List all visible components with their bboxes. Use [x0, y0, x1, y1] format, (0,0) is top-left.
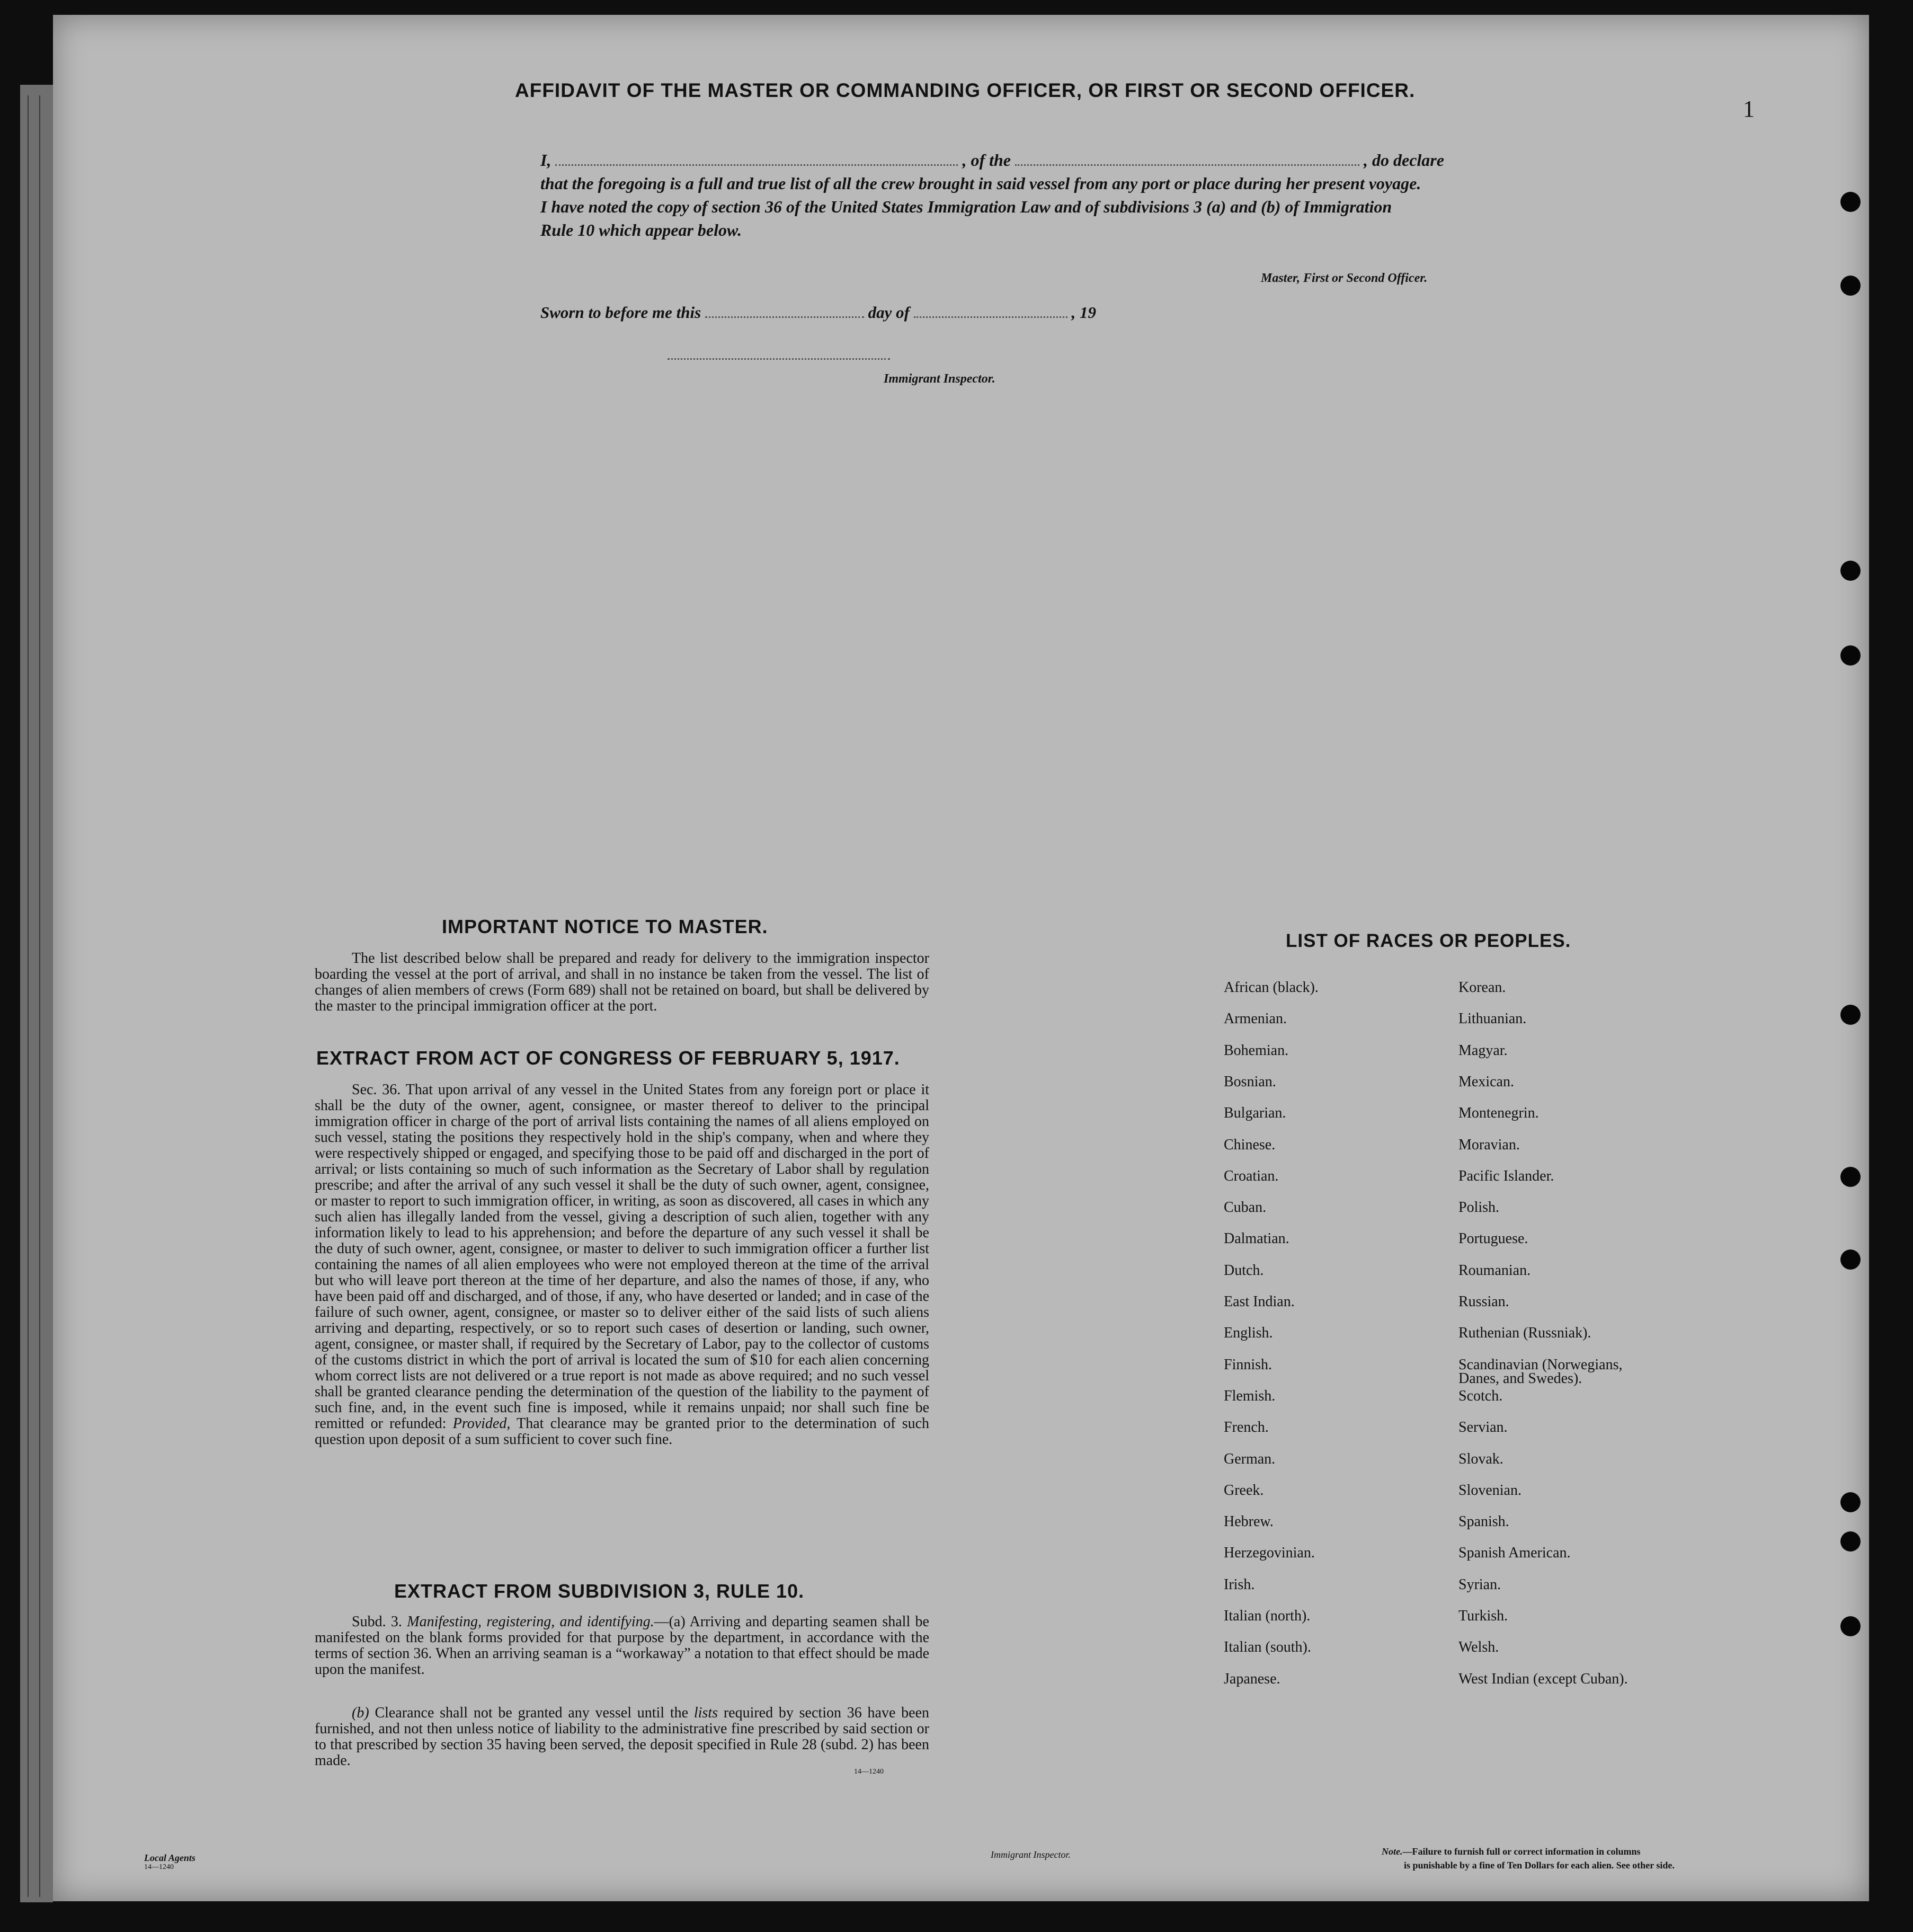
vessel-blank	[1015, 164, 1359, 166]
race-item: Portuguese.	[1458, 1230, 1528, 1247]
race-item: Magyar.	[1458, 1042, 1508, 1059]
rule-subd-a	[315, 1614, 929, 1678]
affidavit-of-the: , of the	[962, 150, 1011, 170]
race-item: Slovenian.	[1458, 1482, 1521, 1499]
race-item: Chinese.	[1224, 1136, 1276, 1153]
race-item: African (black).	[1224, 979, 1319, 996]
affidavit-i: I,	[540, 150, 551, 170]
race-item: Slovak.	[1458, 1450, 1503, 1467]
act-body	[315, 1082, 929, 1448]
affidavit-line-2: that the foregoing is a full and true list of all the crew brought in said vessel from any port or place during her present voyage.	[540, 174, 1421, 193]
race-item: Bohemian.	[1224, 1042, 1289, 1059]
sworn-year: , 19	[1071, 303, 1096, 322]
name-blank	[555, 164, 958, 166]
race-item: Bulgarian.	[1224, 1105, 1286, 1122]
affidavit-line-4: Rule 10 which appear below.	[540, 220, 742, 240]
affidavit-line-3: I have noted the copy of section 36 of the United States Immigration Law and of subdivisions 3 (a) and (b) of Immigration	[540, 197, 1392, 216]
sworn-line	[540, 303, 1096, 322]
race-item: Flemish.	[1224, 1387, 1276, 1404]
sworn-day: day of	[868, 303, 910, 322]
corner-mark: 1	[1743, 96, 1755, 122]
race-item: Finnish.	[1224, 1356, 1273, 1373]
footer-note-line-2: is punishable by a fine of Ten Dollars for each alien. See other side.	[1404, 1860, 1675, 1871]
signatory-label: Master, First or Second Officer.	[1261, 271, 1428, 285]
race-item: Welsh.	[1458, 1639, 1499, 1656]
race-item: Turkish.	[1458, 1608, 1508, 1624]
race-item: French.	[1224, 1419, 1269, 1436]
local-agents-label: Local Agents	[144, 1853, 195, 1863]
race-item: Cuban.	[1224, 1199, 1267, 1216]
act-title: EXTRACT FROM ACT OF CONGRESS OF FEBRUARY 5, 1917.	[316, 1047, 900, 1069]
race-item: Dutch.	[1224, 1262, 1264, 1279]
race-item: Spanish.	[1458, 1513, 1509, 1530]
race-item: Polish.	[1458, 1199, 1500, 1216]
races-title: LIST OF RACES OR PEOPLES.	[1286, 930, 1571, 951]
rule-title: EXTRACT FROM SUBDIVISION 3, RULE 10.	[394, 1580, 805, 1602]
binder-hole	[1840, 1616, 1861, 1636]
rule-b-label: (b)	[352, 1705, 369, 1721]
race-item: Croatian.	[1224, 1167, 1279, 1184]
race-item: English.	[1224, 1325, 1273, 1342]
race-item: Scandinavian (Norwegians,	[1458, 1356, 1623, 1373]
sworn-prefix: Sworn to before me this	[540, 303, 701, 322]
act-text-end: That clearance may be granted prior to the determination of such question upon deposit of a sum sufficient to cover such fine.	[315, 1415, 930, 1448]
rule-b-text: required by section 36 have been furnished, and not then unless notice of liability to the administrative fine prescribed by said section or to that prescribed by section 35 having been served, the deposit specified in Rule 28 (subd. 2) has been made.	[315, 1705, 930, 1769]
race-item: Herzegovinian.	[1224, 1545, 1315, 1562]
race-item: German.	[1224, 1450, 1276, 1467]
footer-note-line-1	[1382, 1846, 1640, 1857]
race-item: Roumanian.	[1458, 1262, 1531, 1279]
race-item: Moravian.	[1458, 1136, 1520, 1153]
race-item: Russian.	[1458, 1293, 1509, 1310]
race-item: Armenian.	[1224, 1011, 1287, 1027]
race-item: Korean.	[1458, 979, 1506, 996]
race-item: Pacific Islander.	[1458, 1167, 1554, 1184]
race-item: Servian.	[1458, 1419, 1508, 1436]
race-item: Dalmatian.	[1224, 1230, 1289, 1247]
race-item: Mexican.	[1458, 1073, 1514, 1090]
race-item: Syrian.	[1458, 1576, 1501, 1593]
rule-subd-title: Manifesting, registering, and identifying.	[407, 1614, 654, 1630]
page-edge-strip	[20, 85, 53, 1902]
race-item: West Indian (except Cuban).	[1458, 1670, 1628, 1687]
footer-inspector: Immigrant Inspector.	[991, 1849, 1071, 1860]
rule-b-pre: Clearance shall not be granted any vessel until the	[375, 1705, 689, 1721]
act-section: Sec. 36.	[352, 1082, 401, 1098]
race-item: Hebrew.	[1224, 1513, 1274, 1530]
act-text: That upon arrival of any vessel in the United States from any foreign port or place it shall be the duty of the owner, agent, consignee, or master thereof to deliver to the principal immigration officer in charge of the port of arrival lists containing the names of all aliens employed on such vessel, stating the positions they respectively hold in the ship's company, when and where they were respectively shipped or engaged, and specifying those to be paid off and discharged in the port of arrival; or lists containing so much of such information as the Secretary of Labor shall by regulation prescribe; and after the arrival of any such vessel it shall be the duty of such owner, agent, consignee, or master to report to such immigration officer, in writing, as soon as discovered, all cases in which any such alien has illegally landed from the vessel, giving a description of such alien, together with any information likely to lead to his apprehension; and before the departure of any such vessel it shall be the duty of such owner, agent, consignee, or master to deliver to such immigration officer a further list containing the names of all alien employees who were not employed thereon at the time of the arrival but who will leave port thereon at the time of her departure, and also the names of those, if any, who have been paid off and discharged, and of those, if any, who have deserted or landed; and in case of the failure of such owner, agent, consignee, or master so to deliver either of the said lists of such aliens arriving and departing, respectively, or so to report such cases of desertion or landing, such owner, agent, consignee, or master shall, if required by the Secretary of Labor, pay to the collector of customs of the customs district in which the port of arrival is located the sum of $10 for each alien concerning whom correct lists are not delivered or a true report is not made as above required; and no such vessel shall be granted clearance pending the determination of the question of the liability to the payment of such fine, and, in the event such fine is imposed, while it remains unpaid; nor shall such fine be remitted or refunded:	[315, 1082, 930, 1432]
race-item: Montenegrin.	[1458, 1105, 1539, 1122]
rule-b-lists: lists	[693, 1705, 718, 1721]
binder-hole	[1840, 276, 1861, 296]
affidavit-declare: , do declare	[1364, 150, 1444, 170]
binder-hole	[1840, 1005, 1861, 1025]
race-item: Italian (north).	[1224, 1608, 1311, 1624]
binder-hole	[1840, 1531, 1861, 1552]
footer-note-label: Note.	[1382, 1846, 1403, 1857]
race-item: Italian (south).	[1224, 1639, 1311, 1656]
binder-hole	[1840, 1492, 1861, 1512]
sworn-date-blank	[705, 316, 864, 318]
race-item: Greek.	[1224, 1482, 1264, 1499]
edge-line	[28, 95, 29, 1897]
binder-hole	[1840, 1167, 1861, 1187]
sworn-month-blank	[914, 316, 1067, 318]
race-item: Spanish American.	[1458, 1545, 1571, 1562]
inspector-signature-line	[668, 358, 890, 360]
race-item: Scotch.	[1458, 1387, 1503, 1404]
form-number: 14—1240	[854, 1768, 884, 1776]
race-item: Lithuanian.	[1458, 1011, 1527, 1027]
binder-hole	[1840, 561, 1861, 581]
binder-hole	[1840, 645, 1861, 666]
race-item: Bosnian.	[1224, 1073, 1276, 1090]
rule-a-text: —(a) Arriving and departing seamen shall be manifested on the blank forms provided for that purpose by the department, in accordance with the terms of section 36. When an arriving seaman is a “workaway” a notation to that effect should be made upon the manifest.	[315, 1614, 929, 1678]
edge-line	[39, 95, 40, 1897]
binder-hole	[1840, 1249, 1861, 1270]
race-item: Irish.	[1224, 1576, 1255, 1593]
inspector-label: Immigrant Inspector.	[884, 372, 995, 386]
race-item: Danes, and Swedes).	[1458, 1370, 1582, 1387]
notice-title: IMPORTANT NOTICE TO MASTER.	[442, 916, 768, 937]
race-item: East Indian.	[1224, 1293, 1295, 1310]
race-item: Japanese.	[1224, 1670, 1280, 1687]
footer-note-text-1: —Failure to furnish full or correct information in columns	[1402, 1846, 1641, 1857]
affidavit-text	[540, 148, 1536, 242]
rule-subd-label: Subd. 3.	[352, 1614, 402, 1630]
affidavit-title: AFFIDAVIT OF THE MASTER OR COMMANDING OFFICER, OR FIRST OR SECOND OFFICER.	[515, 79, 1416, 101]
rule-subd-b	[315, 1705, 929, 1769]
binder-hole	[1840, 192, 1861, 212]
local-agents-number: 14—1240	[144, 1863, 174, 1871]
act-provided: Provided,	[452, 1415, 511, 1432]
race-item: Ruthenian (Russniak).	[1458, 1325, 1591, 1342]
notice-body: The list described below shall be prepared and ready for delivery to the immigration inspector boarding the vessel at the port of arrival, and shall in no instance be taken from the vessel. The list of changes of alien members of crews (Form 689) shall not be retained on board, but shall be delivered by the master to the principal immigration officer at the port.	[315, 950, 929, 1014]
